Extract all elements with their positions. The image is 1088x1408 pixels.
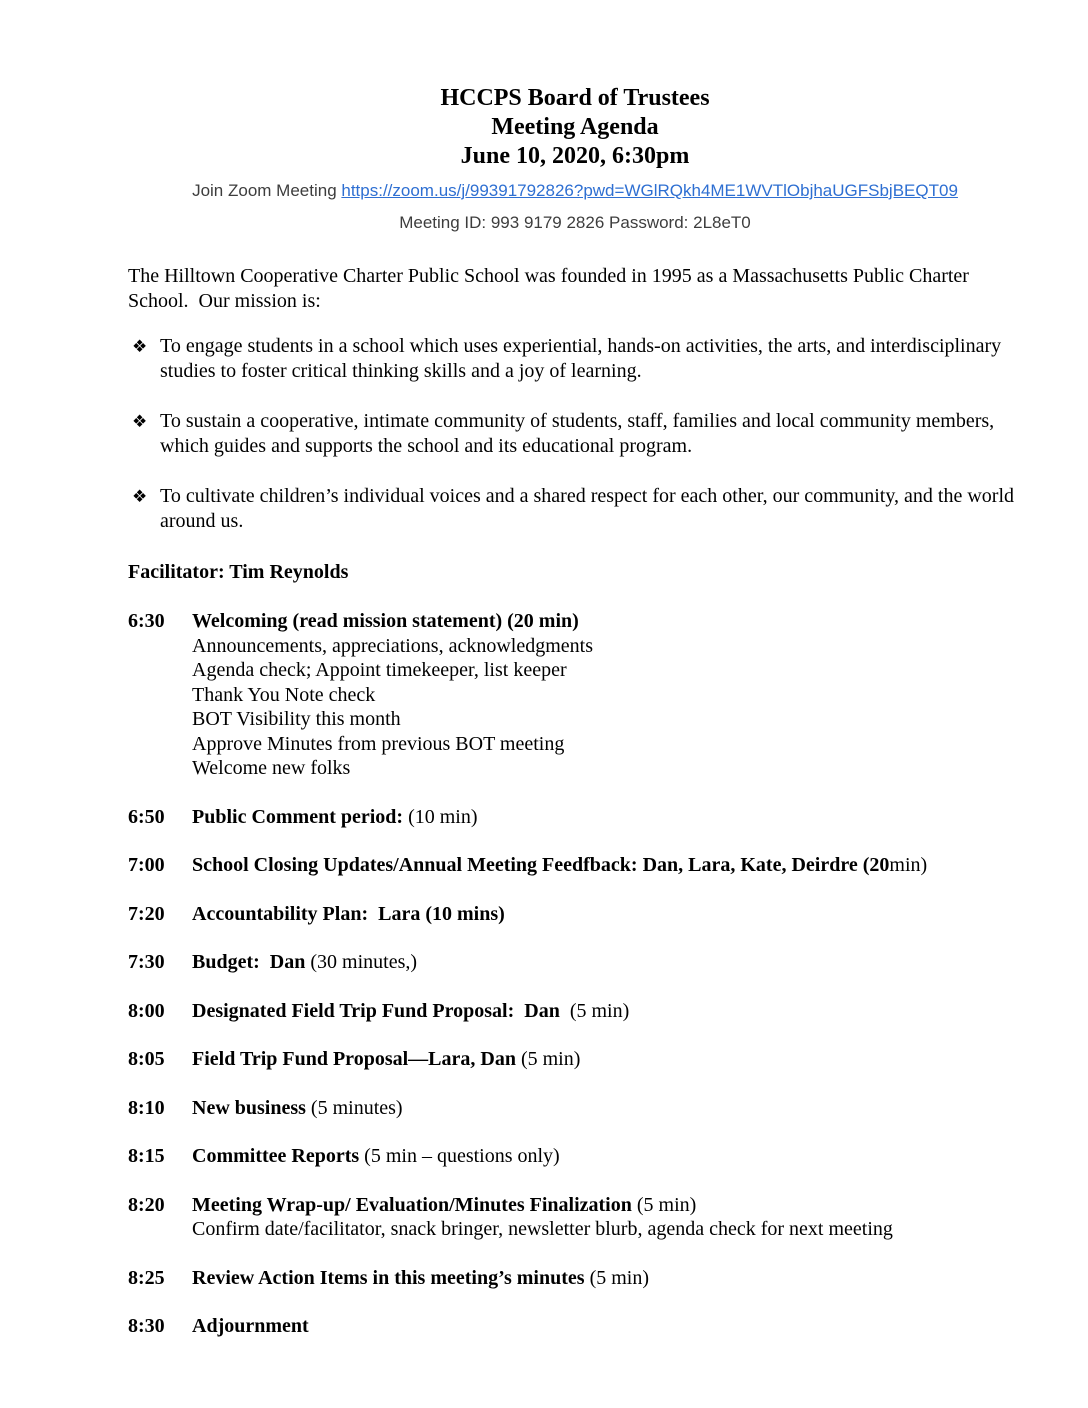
mission-bullet-item <box>128 334 1022 384</box>
agenda-item-title: Meeting Wrap-up/ Evaluation/Minutes Finalization (5 min) <box>192 1193 697 1216</box>
agenda-time: 7:30 <box>128 951 165 973</box>
agenda-subline: Agenda check; Appoint timekeeper, list keeper <box>192 659 567 681</box>
agenda-subline: Approve Minutes from previous BOT meeting <box>192 732 565 755</box>
agenda-item-title: Designated Field Trip Fund Proposal: Dan (5 min) <box>192 999 630 1022</box>
agenda-item-title: Budget: Dan (30 minutes,) <box>192 951 418 973</box>
zoom-invite-prefix: Join Zoom Meeting <box>192 181 342 200</box>
intro-paragraph: The Hilltown Cooperative Charter Public School was founded in 1995 as a Massachusetts Public Charter School. Our mission is: <box>128 265 974 312</box>
agenda-item-body <box>192 853 1022 878</box>
agenda-time: 8:30 <box>128 1315 165 1337</box>
agenda-list <box>128 609 1022 1339</box>
mission-bullet-text: To sustain a cooperative, intimate community of students, staff, families and local community members, which guides and supports the school and its educational program. <box>160 410 995 457</box>
agenda-item-body <box>192 805 1022 830</box>
agenda-item-body <box>192 609 1022 781</box>
agenda-item-title: Adjournment <box>192 1315 309 1337</box>
agenda-item-body <box>192 999 1022 1024</box>
diamond-bullet-icon: ❖ <box>132 412 148 431</box>
mission-bullet-text: To cultivate children’s individual voices and a shared respect for each other, our community, and the world around us. <box>160 485 1015 532</box>
agenda-time: 8:20 <box>128 1193 165 1216</box>
agenda-time: 8:05 <box>128 1048 165 1070</box>
agenda-item-630 <box>128 609 1022 781</box>
agenda-item-title: Accountability Plan: Lara (10 mins) <box>192 902 505 925</box>
facilitator-line: Facilitator: Tim Reynolds <box>128 561 349 583</box>
zoom-invite-line <box>128 180 1022 202</box>
agenda-item-body <box>192 1144 1022 1169</box>
mission-bullet-item <box>128 484 1022 534</box>
agenda-time: 8:15 <box>128 1145 165 1167</box>
agenda-item-title: Welcoming (read mission statement) (20 min) <box>192 610 579 632</box>
diamond-bullet-icon: ❖ <box>132 337 148 356</box>
agenda-subline: Announcements, appreciations, acknowledgments <box>192 634 593 657</box>
agenda-item-830 <box>128 1314 1022 1339</box>
agenda-item-650 <box>128 805 1022 830</box>
agenda-item-730 <box>128 950 1022 975</box>
agenda-time: 8:25 <box>128 1266 165 1289</box>
title-line-type: Meeting Agenda <box>491 114 659 140</box>
zoom-meeting-info: Meeting ID: 993 9179 2826 Password: 2L8eT0 <box>399 213 751 232</box>
mission-bullet-item <box>128 409 1022 459</box>
mission-bullet-text: To engage students in a school which uses experiential, hands-on activities, the arts, and interdisciplinary studies to foster critical thinking skills and a joy of learning. <box>160 335 1002 382</box>
agenda-item-820 <box>128 1193 1022 1242</box>
agenda-item-700 <box>128 853 1022 878</box>
agenda-item-body <box>192 1314 1022 1339</box>
agenda-time: 6:30 <box>128 610 165 632</box>
agenda-item-720 <box>128 902 1022 927</box>
mission-list <box>128 334 1022 534</box>
diamond-bullet-icon: ❖ <box>132 487 148 506</box>
agenda-item-title: Field Trip Fund Proposal—Lara, Dan (5 min) <box>192 1048 581 1070</box>
agenda-subline: BOT Visibility this month <box>192 708 401 730</box>
zoom-meeting-link[interactable]: https://zoom.us/j/99391792826?pwd=WGlRQkh4ME1WVTlObjhaUGFSbjBEQT09 <box>341 181 958 200</box>
agenda-item-title: School Closing Updates/Annual Meeting Feedfback: Dan, Lara, Kate, Deirdre (20min) <box>192 854 928 876</box>
document-title <box>128 84 1022 171</box>
agenda-item-body <box>192 1047 1022 1072</box>
agenda-item-body <box>192 1266 1022 1291</box>
agenda-subline: Confirm date/facilitator, snack bringer, newsletter blurb, agenda check for next meeting <box>192 1218 893 1240</box>
agenda-time: 8:10 <box>128 1096 165 1119</box>
agenda-time: 6:50 <box>128 805 165 828</box>
agenda-subline: Thank You Note check <box>192 683 376 706</box>
title-line-org: HCCPS Board of Trustees <box>440 85 710 111</box>
agenda-subline: Welcome new folks <box>192 757 351 779</box>
agenda-item-body <box>192 902 1022 927</box>
agenda-item-body <box>192 950 1022 975</box>
agenda-item-815 <box>128 1144 1022 1169</box>
agenda-item-805 <box>128 1047 1022 1072</box>
agenda-item-800 <box>128 999 1022 1024</box>
agenda-item-title: New business (5 minutes) <box>192 1096 403 1119</box>
title-line-date: June 10, 2020, 6:30pm <box>460 143 690 169</box>
agenda-item-body <box>192 1193 1022 1242</box>
agenda-time: 8:00 <box>128 999 165 1022</box>
agenda-time: 7:00 <box>128 854 165 876</box>
agenda-item-body <box>192 1096 1022 1121</box>
agenda-item-title: Committee Reports (5 min – questions only) <box>192 1145 560 1167</box>
agenda-item-title: Public Comment period: (10 min) <box>192 805 478 828</box>
agenda-item-825 <box>128 1266 1022 1291</box>
agenda-item-title: Review Action Items in this meeting’s minutes (5 min) <box>192 1266 649 1289</box>
agenda-time: 7:20 <box>128 902 165 925</box>
agenda-item-810 <box>128 1096 1022 1121</box>
